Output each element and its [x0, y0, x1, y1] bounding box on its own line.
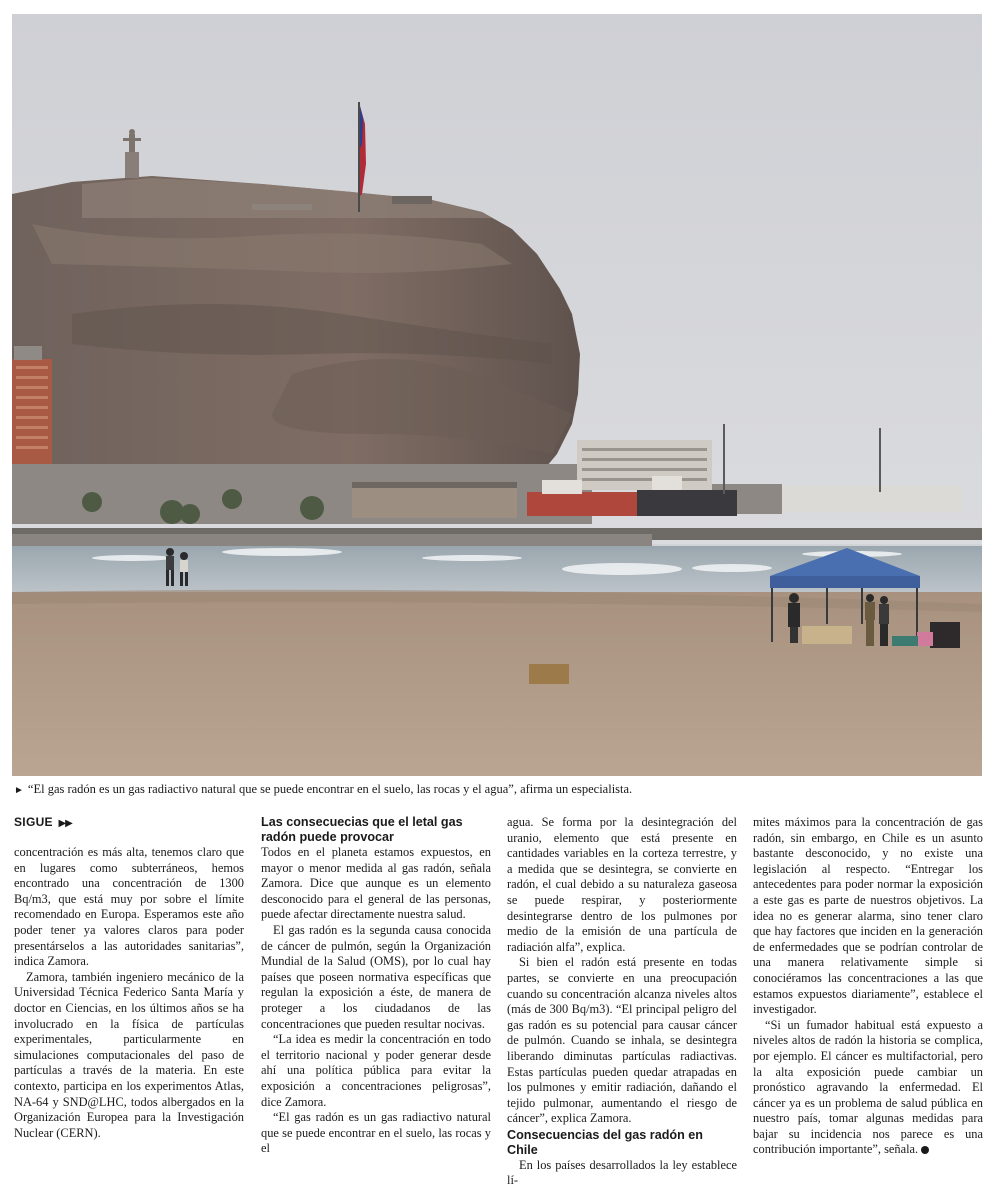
- paragraph: mites máximos para la concentración de gas radón, sin embargo, en Chile es un asunto bastante desconocido, y no existe una legislación al respecto. “Entregar los antecedentes para poder normar la exposición a este gas es parte de nuestros objetivos. La idea no es generar alarma, sino tener claro que hay factores que inciden en la generación de enfermedades que se podrían controlar de una manera relativamente simple si conociéramos las concentraciones a las que estamos expuestos diariamente”, establece el investigador.: [753, 815, 983, 1017]
- article-column-3: [507, 815, 737, 1189]
- caption-marker: ►: [14, 785, 24, 796]
- subheading-consequences: Las consecuecias que el letal gas radón puede provocar: [261, 815, 463, 844]
- tall-building: [12, 346, 52, 469]
- sigue-text: SIGUE: [14, 815, 53, 829]
- paragraph: “El gas radón es un gas radiactivo natural que se puede encontrar en el suelo, las rocas y el: [261, 1110, 491, 1156]
- article-column-4: [753, 815, 983, 1158]
- article-photo: [12, 14, 982, 776]
- subheading-chile: Consecuencias del gas radón en Chile: [507, 1127, 703, 1157]
- paragraph: Si bien el radón está presente en todas partes, se convierte en una preocupación cuando su concentración alcanza niveles altos (más de 300 Bq/m3). “El principal peligro del gas radón es su potencial para causar cáncer de pulmón. Cuando se inhala, se desintegra liberando diminutas partículas radiactivas. Estas partículas pueden quedar atrapadas en los pulmones y emitir radiación, dañando el tejido pulmonar, aumentando el riesgo de cáncer”, explica Zamora.: [507, 955, 737, 1126]
- end-of-article-dot-icon: [921, 1146, 929, 1154]
- article-column-2: [261, 815, 491, 1157]
- paragraph: Zamora, también ingeniero mecánico de la Universidad Técnica Federico Santa María y doctor en Ciencias, en los últimos años se ha involucrado en la física de partículas experimentales, particularmente en simulaciones computacionales del paso de partículas a través de la materia. En este contexto, participa en los experimentos Atlas, NA-64 y SND@LHC, todos albergados en la Organización Europea para la Investigación Nuclear (CERN).: [14, 969, 244, 1140]
- paragraph: “La idea es medir la concentración en todo el territorio nacional y poder generar desde ahí una política pública para evitar la exposición a concentraciones peligrosas”, dice Zamora.: [261, 1032, 491, 1109]
- paragraph: agua. Se forma por la desintegración del uranio, elemento que está presente en cantidades variables en la corteza terrestre, y a medida que se desintegra, se convierte en radón, el cual debido a su naturaleza gaseosa se puede respirar, y posteriormente desintegrarse dentro de los pulmones por medio de la emisión de una partícula de radiación alfa”, explica.: [507, 815, 737, 954]
- photo-caption: [14, 781, 984, 799]
- sigue-label: [14, 815, 244, 845]
- paragraph: Todos en el planeta estamos expuestos, en mayor o menor medida al gas radón, señala Zamora. Dice que aunque es un elemento desconocido para el general de las personas, puede afectar directamente nuestra salud.: [261, 845, 491, 922]
- sand: [12, 592, 982, 776]
- article-column-1: [14, 815, 244, 1141]
- paragraph: En los países desarrollados la ley establece lí-: [507, 1157, 737, 1188]
- paragraph: concentración es más alta, tenemos claro que en lugares como subterráneos, hemos encontrado una concentración de 1300 Bq/m3, que está muy por sobre el límite recomendado en Europa. Esperamos este año poder tener ya valores claros para poder presentárselos a las autoridades sanitarias”, indica Zamora.: [14, 845, 244, 969]
- paragraph: “Si un fumador habitual está expuesto a niveles altos de radón la historia se complica, por ejemplo. El cáncer es multifactorial, pero la alta exposición puede cambiar un pronóstico agravando la enfermedad. El cáncer ya es un problema de salud pública en nuestro país, tomar algunas medidas para bajar su incidencia nos parece es una contribución importante”, señala.: [753, 1017, 983, 1157]
- paragraph: El gas radón es la segunda causa conocida de cáncer de pulmón, según la Organización Mundial de la Salud (OMS), por lo cual hay países que poseen normativa específicas que regulan la exposición a éste, de manera de proteger a los ciudadanos de las concentraciones que pueden resultar nocivas.: [261, 922, 491, 1031]
- beach-scene-illustration: [12, 14, 982, 776]
- double-arrow-icon: ▶▶: [58, 818, 72, 829]
- caption-text: “El gas radón es un gas radiactivo natural que se puede encontrar en el suelo, las rocas y el agua”, afirma un especialista.: [27, 782, 633, 796]
- hay-bale: [529, 664, 569, 684]
